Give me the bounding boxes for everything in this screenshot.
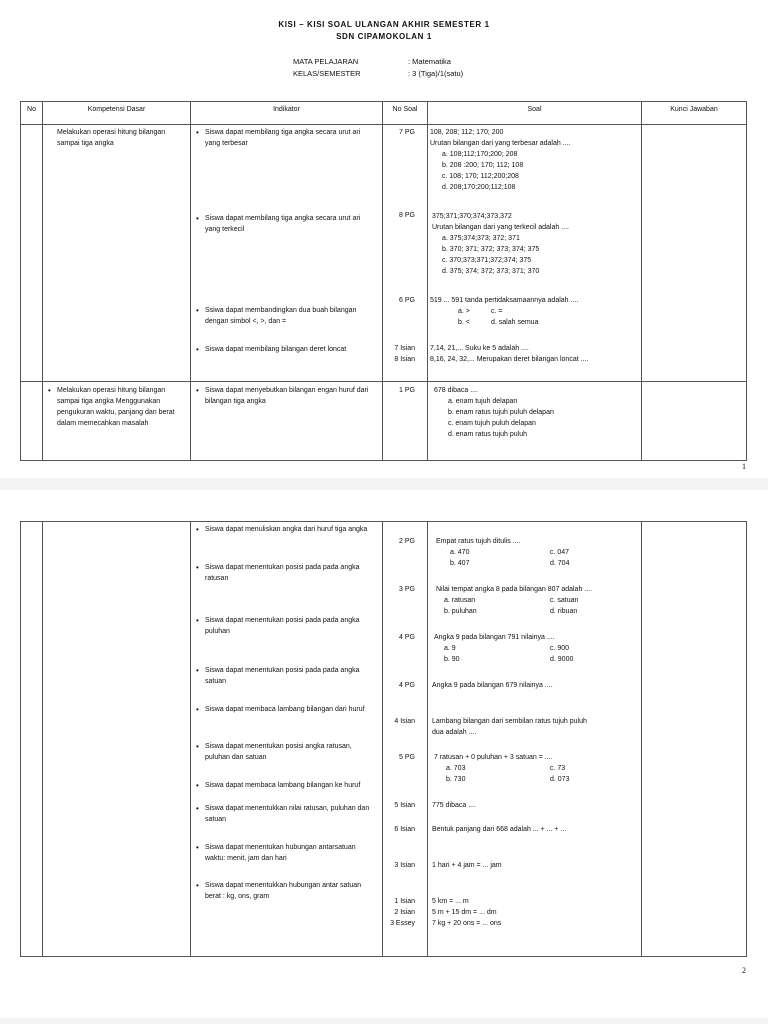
- kisi-table-page-1: [20, 101, 747, 461]
- cell-kd: [43, 382, 191, 461]
- cell-kunci: [642, 382, 747, 461]
- kisi-table-page-2: [20, 521, 747, 957]
- cell-no-soal: [383, 125, 428, 382]
- option: d. ribuan: [550, 608, 578, 615]
- indicator-item: • Siswa dapat menentukan posisi angka ratusan, puluhan dan satuan: [205, 741, 377, 763]
- cell-no-soal: [383, 522, 428, 957]
- question-number: 8 PG: [399, 212, 415, 219]
- cell-kd: [43, 125, 191, 382]
- option: a. 9: [444, 645, 456, 652]
- option: c. satuan: [550, 597, 579, 604]
- page-gap: [0, 1018, 768, 1024]
- indicator-item: • Siswa dapat menentukan posisi pada pada angka satuan: [205, 665, 377, 687]
- question-stem: Urutan bilangan dari yang terkecil adalah ....: [432, 224, 569, 231]
- question-stem: 5 m + 15 dm = ... dm: [432, 909, 497, 916]
- question-stem: 775 dibaca ....: [432, 802, 476, 809]
- indicator-item: • Siswa dapat menentukan posisi pada pada angka puluhan: [205, 615, 377, 637]
- col-indikator: Indikator: [191, 102, 383, 125]
- cell-kunci: [642, 522, 747, 957]
- cell-indikator: [191, 522, 383, 957]
- option: c. 047: [550, 549, 570, 556]
- question-stem: Angka 9 pada bilangan 791 nilainya ....: [434, 634, 555, 641]
- question-number: 6 Isian: [394, 826, 415, 833]
- cell-soal: [428, 382, 642, 461]
- page-number: 2: [742, 966, 746, 975]
- indicator-item: • Siswa dapat menentukkan nilai ratusan, puluhan dan satuan: [205, 803, 377, 825]
- school-name: SDN CIPAMOKOLAN 1: [336, 32, 432, 41]
- option: a. ratusan: [444, 597, 476, 604]
- indicator-item: • Siswa dapat membaca lambang bilangan dari huruf: [205, 704, 377, 715]
- kelas-label: KELAS/SEMESTER: [293, 69, 361, 78]
- table-header-row: [21, 102, 747, 125]
- question-number: 7 Isian: [394, 345, 415, 352]
- option: b. puluhan: [444, 608, 477, 615]
- question-stem: 519 ... 591 tanda pertidaksamaannya adalah ....: [430, 297, 579, 304]
- col-kunci: Kunci Jawaban: [642, 102, 747, 125]
- page-number: 1: [742, 462, 746, 471]
- document-page-1: [0, 0, 768, 490]
- kelas-value: : 3 (Tiga)/1(satu): [408, 69, 464, 78]
- cell-soal: [428, 522, 642, 957]
- question-number: 2 PG: [399, 538, 415, 545]
- col-kompetensi: Kompetensi Dasar: [43, 102, 191, 125]
- question-number: 5 Isian: [394, 802, 415, 809]
- question-stem: Urutan bilangan dari yang terbesar adalah ....: [430, 140, 571, 147]
- col-no-soal: No Soal: [383, 102, 428, 125]
- table-row: [21, 125, 747, 382]
- option: a. enam tujuh delapan: [448, 398, 518, 405]
- mapel-value: : Matematika: [408, 57, 451, 66]
- question-number: 7 PG: [399, 129, 415, 136]
- option: b. 730: [446, 776, 466, 783]
- option: b. 208 :200; 170; 112; 108: [442, 162, 524, 169]
- question-number: 3 PG: [399, 586, 415, 593]
- question-stem: 8,16, 24, 32,... Merupakan deret bilangan loncat ....: [430, 356, 589, 363]
- indicator-item: • Siswa dapat membaca lambang bilangan ke huruf: [205, 780, 377, 791]
- option: c. 370;373;371;372;374; 375: [442, 257, 532, 264]
- question-stem: 7 kg + 20 ons = ... ons: [432, 920, 502, 927]
- option: c. 900: [550, 645, 570, 652]
- cell-no: [21, 382, 43, 461]
- option: a. 470: [450, 549, 470, 556]
- indicator-item: • Siswa dapat menentukan posisi pada pada angka ratusan: [205, 562, 377, 584]
- indicator-item: • Siswa dapat membilang tiga angka secara urut ari yang terkecil: [205, 213, 377, 235]
- table-row: [21, 522, 747, 957]
- option: c. 108; 170; 112;200;208: [442, 173, 519, 180]
- question-number: 1 Isian: [394, 898, 415, 905]
- doc-title: KISI – KISI SOAL ULANGAN AKHIR SEMESTER 1: [278, 20, 490, 29]
- question-number: 8 Isian: [394, 356, 415, 363]
- cell-no-soal: [383, 382, 428, 461]
- mapel-label: MATA PELAJARAN: [293, 57, 359, 66]
- question-number: 2 Isian: [394, 909, 415, 916]
- question-stem: 5 km = ... m: [432, 898, 469, 905]
- option: b. enam ratus tujuh puluh delapan: [448, 409, 554, 416]
- cell-kunci: [642, 125, 747, 382]
- option: d. 9000: [550, 656, 574, 663]
- question-stem: 678 dibaca ....: [434, 387, 478, 394]
- option: a. 108;112;170;200; 208: [442, 151, 518, 158]
- cell-no: [21, 125, 43, 382]
- kd-text: • Melakukan operasi hitung bilangan sampai tiga angka Menggunakan pengukuran waktu, panjang dan berat dalam memecahkan masalah: [57, 385, 181, 429]
- question-stem: Bentuk panjang dari 668 adalah ... + ... + ...: [432, 826, 567, 833]
- question-stem: 108, 208; 112; 170; 200: [430, 129, 504, 136]
- table-row: [21, 382, 747, 461]
- option: a. 703: [446, 765, 466, 772]
- option: c. =: [491, 308, 503, 315]
- col-soal: Soal: [428, 102, 642, 125]
- cell-no: [21, 522, 43, 957]
- option: c. enam tujuh puluh delapan: [448, 420, 536, 427]
- option: d. enam ratus tujuh puluh: [448, 431, 527, 438]
- option: c. 73: [550, 765, 566, 772]
- indicator-item: • Siswa dapat menuliskan angka dari huruf tiga angka: [205, 524, 377, 535]
- question-stem: dua adalah ....: [432, 729, 477, 736]
- question-stem: Empat ratus tujuh ditulis ....: [436, 538, 521, 545]
- question-stem: Lambang bilangan dari sembilan ratus tujuh puluh: [432, 718, 587, 725]
- question-stem: 1 hari + 4 jam = ... jam: [432, 862, 502, 869]
- kd-text: Melakukan operasi hitung bilangan sampai tiga angka: [57, 129, 166, 147]
- question-number: 6 PG: [399, 297, 415, 304]
- option: b. 90: [444, 656, 460, 663]
- question-number: 3 Isian: [394, 862, 415, 869]
- option: b. 370; 371; 372; 373; 374; 375: [442, 246, 540, 253]
- indicator-item: • Siswa dapat menentukkan hubungan antar satuan berat : kg, ons, gram: [205, 880, 377, 902]
- indicator-item: • Siswa dapat menentukan hubungan antarsatuan waktu: menit, jam dan hari: [205, 842, 377, 864]
- option: d. salah semua: [491, 319, 539, 326]
- indicator-item: • Siswa dapat membilang tiga angka secara urut ari yang terbesar: [205, 127, 377, 149]
- cell-indikator: [191, 125, 383, 382]
- question-number: 3 Essey: [390, 920, 415, 927]
- indicator-item: • Ssiwa dapat membandingkan dua buah bilangan dengan simbol <, >, dan =: [205, 305, 377, 327]
- option: d. 073: [550, 776, 570, 783]
- question-number: 4 PG: [399, 682, 415, 689]
- option: d. 704: [550, 560, 570, 567]
- question-number: 4 Isian: [394, 718, 415, 725]
- indicator-item: • Siswa dapat menyebutkan bilangan engan huruf dari bilangan tiga angka: [205, 385, 377, 407]
- option: a. 375;374;373; 372; 371: [442, 235, 520, 242]
- indicator-item: • Siswa dapat membilang bilangan deret loncat: [205, 344, 377, 355]
- cell-indikator: [191, 382, 383, 461]
- question-stem: Angka 9 pada bilangan 679 nilainya ....: [432, 682, 553, 689]
- option: d. 208;170;200;112;108: [442, 184, 516, 191]
- question-number: 5 PG: [399, 754, 415, 761]
- question-stem: 375;371;370;374;373,372: [432, 213, 512, 220]
- option: b. <: [458, 319, 470, 326]
- question-number: 1 PG: [399, 387, 415, 394]
- question-stem: 7 ratusan + 0 puluhan + 3 satuan = ....: [434, 754, 553, 761]
- option: b. 407: [450, 560, 470, 567]
- cell-soal: [428, 125, 642, 382]
- question-stem: 7,14, 21,... Suku ke 5 adalah ....: [430, 345, 529, 352]
- question-stem: Nilai tempat angka 8 pada bilangan 807 adalah ....: [436, 586, 593, 593]
- document-page-2: [0, 490, 768, 1024]
- option: a. >: [458, 308, 470, 315]
- col-no: No: [21, 102, 43, 125]
- cell-kd: [43, 522, 191, 957]
- question-number: 4 PG: [399, 634, 415, 641]
- option: d. 375; 374; 372; 373; 371; 370: [442, 268, 540, 275]
